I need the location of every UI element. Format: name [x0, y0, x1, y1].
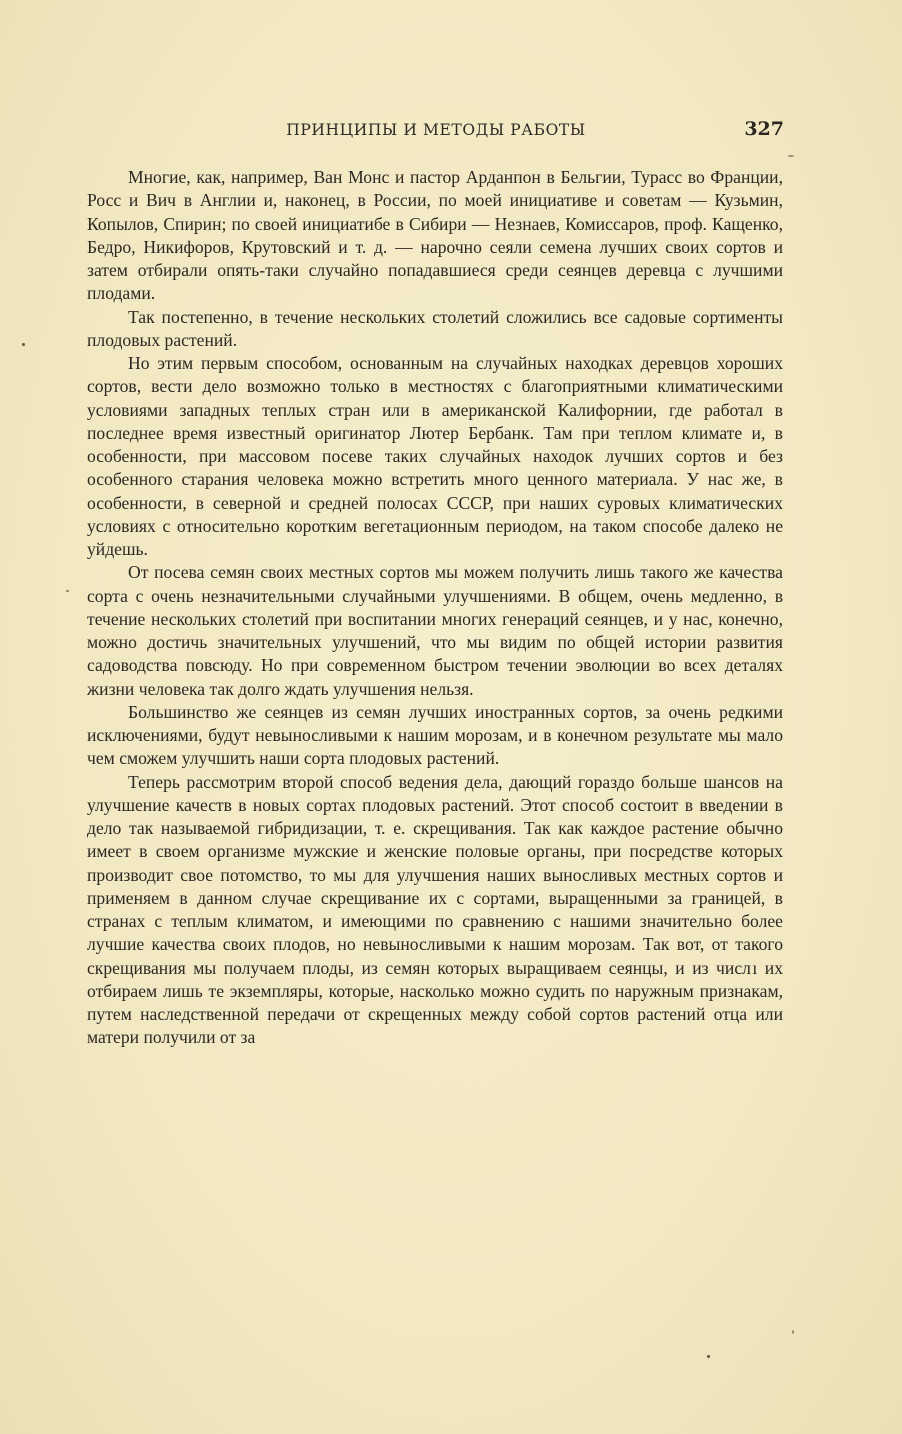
paper-speck	[788, 155, 794, 157]
body-text	[87, 166, 783, 1050]
paragraph: Теперь рассмотрим второй способ ведения дела, дающий гораздо больше шансов на улучшение качеств в новых сортах плодовых растений. Этот способ состоит в введении в дело так называемой гибридизации, т. е. скрещивания. Так как каждое растение обычно имеет в своем организме мужские и женские половые органы, при посредстве которых производит свое потомство, то мы для улучшения наших выносливых местных сортов и применяем в данном случае скрещивание их с сортами, выращенными за границей, в странах с теплым климатом, и имеющими по сравнению с нашими значительно более лучшие качества своих плодов, но невыносливыми к нашим морозам. Так вот, от такого скрещивания мы получаем плоды, из семян которых выращиваем сеянцы, и из числ ı их отбираем лишь те экземпляры, которые, насколько можно судить по наружным признакам, путем наследственной передачи от скрещенных между собой сортов растений отца или матери получили от за	[87, 771, 783, 1048]
running-title: ПРИНЦИПЫ И МЕТОДЫ РАБОТЫ	[286, 121, 586, 139]
paper-speck	[22, 343, 25, 346]
paragraph: От посева семян своих местных сортов мы можем получить лишь такого же качества сорта с очень незначительными случайными улучшениями. В общем, очень медленно, в течение нескольких столетий при воспитании многих генераций сеянцев, и у нас, конечно, можно достичь значительных улучшений, что мы видим по общей истории развития садоводства повсюду. Но при современном быстром течении эволюции во всех деталях жизни человека так долго ждать улучшения нельзя.	[87, 562, 783, 699]
page-header	[88, 118, 784, 144]
paper-speck	[66, 590, 69, 592]
paragraph: Большинство же сеянцев из семян лучших иностранных сортов, за очень редкими исключениями, будут невыносливыми к нашим морозам, и в конечном результате мы мало чем сможем улучшить наши сорта плодовых растений.	[87, 701, 783, 769]
paragraph: Так постепенно, в течение нескольких столетий сложились все садовые сортименты плодовых растений.	[87, 306, 783, 350]
paragraph: Многие, как, например, Ван Монс и пастор Арданпон в Бельгии, Турасс во Франции, Росс и Вич в Англии и, наконец, в России, по моей инициативе и советам — Кузьмин, Копылов, Спирин; по своей инициатибе в Сибири — Незнаев, Комиссаров, проф. Кащенко, Бедро, Никифоров, Крутовский и т. д. — нарочно сеяли семена лучших своих сортов и затем отбирали опять-таки случайно попадавшиеся среди сеянцев деревца с лучшими плодами.	[87, 167, 783, 304]
paper-speck	[792, 1330, 794, 1334]
page-number: 327	[744, 118, 784, 140]
paper-speck	[707, 1355, 710, 1358]
paragraph: Но этим первым способом, основанным на случайных находках деревцов хороших сортов, вести дело возможно только в местностях с благоприятными климатическими условиями западных теплых стран или в американской Калифорнии, где работал в последнее время известный оригинатор Лютер Бербанк. Там при теплом климате и, в особенности, при массовом посеве таких случайных находок лучших сортов и без особенного старания человека можно встретить много ценного материала. У нас же, в особенности, в северной и средней полосах СССР, при наших суровых климатических условиях с относительно коротким вегетационным периодом, на таком способе далеко не уйдешь.	[87, 353, 783, 559]
